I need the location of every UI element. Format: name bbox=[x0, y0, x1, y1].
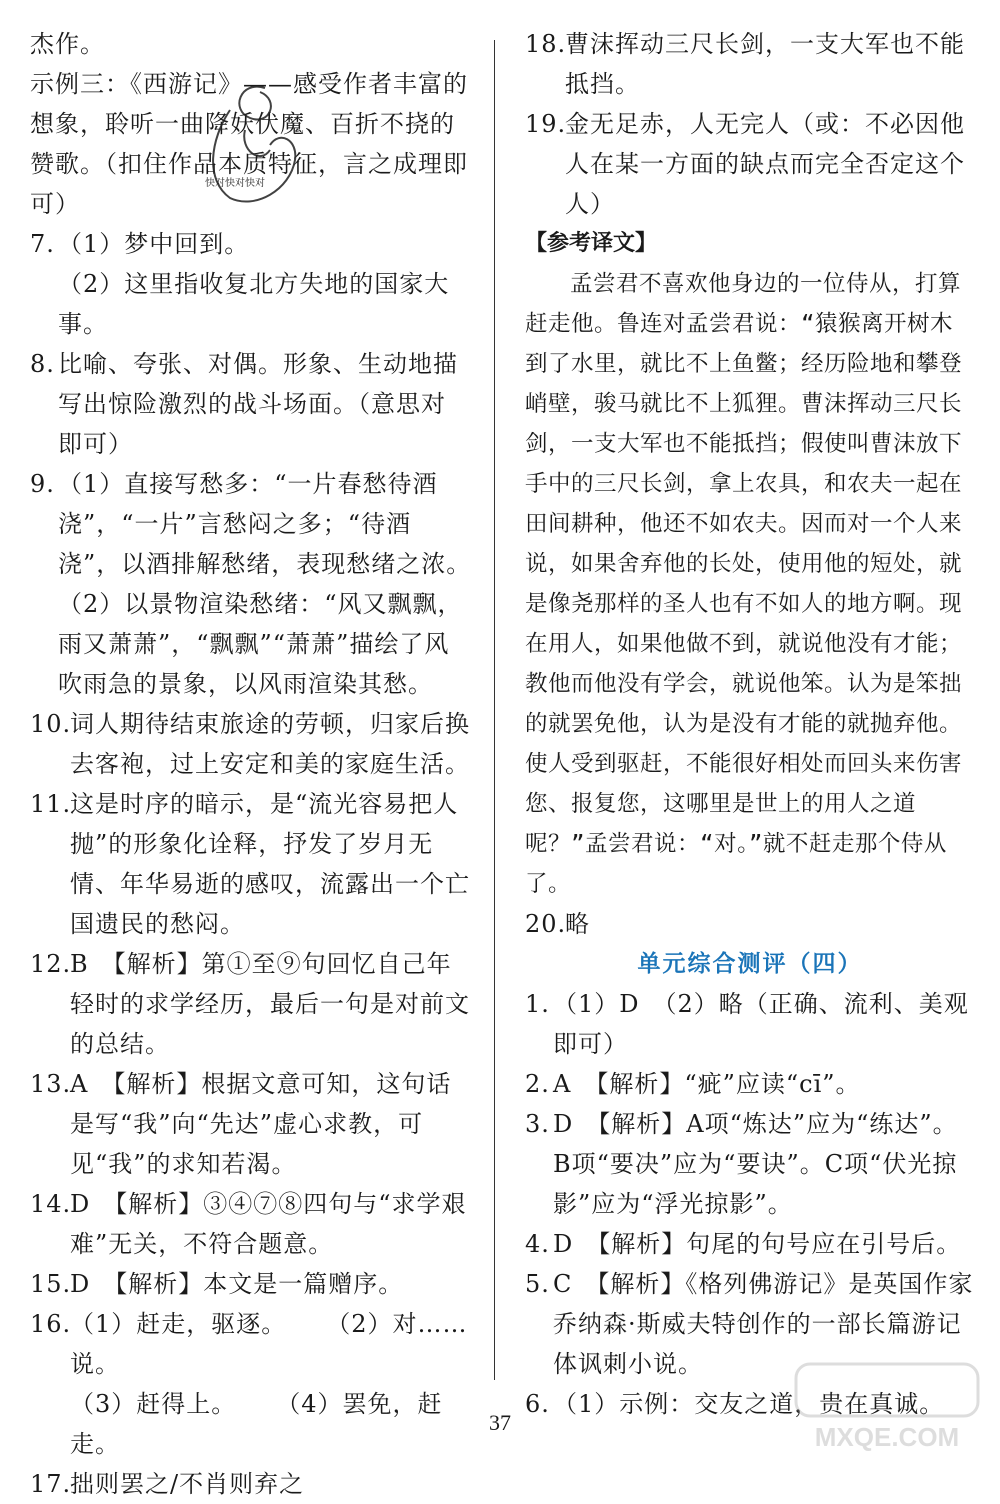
answer-text: 比喻、夸张、对偶。形象、生动地描写出惊险激烈的战斗场面。（意思对即可） bbox=[58, 350, 458, 458]
watermark-logo-icon bbox=[792, 1360, 982, 1452]
test-answer-2 bbox=[525, 1064, 975, 1104]
answer-7-part1: （1）梦中回到。 bbox=[58, 230, 250, 258]
answer-number: 10. bbox=[30, 710, 72, 738]
answer-number: 5. bbox=[525, 1270, 550, 1298]
pen-scribble-icon bbox=[170, 70, 320, 220]
answer-number: 3. bbox=[525, 1110, 550, 1138]
stamp-text: 快对快对快对 bbox=[205, 178, 265, 189]
example-three-text: 示例三：《西游记》——感受作者丰富的想象，聆听一曲降妖伏魔、百折不挠的赞歌。（扣住作品本质特征，言之成理即可） bbox=[30, 70, 468, 218]
answer-text: 曹沫挥动三尺长剑，一支大军也不能抵挡。 bbox=[565, 30, 965, 98]
answer-16-part1: （1）赶走，驱逐。 bbox=[70, 1310, 287, 1338]
answer-19 bbox=[525, 104, 975, 224]
answer-text: 词人期待结束旅途的劳顿，归家后换去客袍，过上安定和美的家庭生活。 bbox=[70, 710, 470, 778]
answer-number: 16. bbox=[30, 1310, 72, 1338]
answer-16-part2: （2）对……说。 bbox=[70, 1310, 468, 1378]
answer-number: 8. bbox=[30, 350, 55, 378]
answer-number: 2. bbox=[525, 1070, 550, 1098]
translation-heading: 【参考译文】 bbox=[525, 231, 658, 256]
answer-text: C 【解析】《格列佛游记》是英国作家乔纳森·斯威夫特创作的一部长篇游记体讽刺小说。 bbox=[553, 1270, 974, 1378]
answer-12 bbox=[30, 944, 470, 1064]
answer-number: 1. bbox=[525, 990, 550, 1018]
answer-text: （1）直接写愁多：“一片春愁待酒浇”，“一片”言愁闷之多；“待酒浇”，以酒排解愁绪，表现愁绪之浓。 （2）以景物渲染愁绪：“风又飘飘，雨又萧萧”，“飘飘”“萧萧”描绘了风吹雨急的景象，以风雨渲染其愁。 bbox=[58, 470, 485, 698]
answer-number: 12. bbox=[30, 950, 72, 978]
continuation-text: 杰作。 bbox=[30, 30, 105, 58]
test-answer-1 bbox=[525, 984, 975, 1064]
right-column bbox=[525, 24, 975, 1424]
answer-text: D 【解析】③④⑦⑧四句与“求学艰难”无关，不符合题意。 bbox=[70, 1190, 467, 1258]
answer-text: 金无足赤，人无完人（或：不必因他人在某一方面的缺点而完全否定这个人） bbox=[565, 110, 965, 218]
answer-text: （1）D （2）略（正确、流利、美观即可） bbox=[553, 990, 969, 1058]
section-title: 单元综合测评（四） bbox=[637, 951, 863, 977]
column-divider bbox=[494, 40, 495, 1380]
answer-16 bbox=[30, 1304, 470, 1464]
answer-16-part3: （3）赶得上。 bbox=[70, 1390, 237, 1418]
left-column bbox=[30, 24, 485, 1504]
answer-18 bbox=[525, 24, 975, 104]
answer-text: D 【解析】本文是一篇赠序。 bbox=[70, 1270, 404, 1298]
answer-number: 4. bbox=[525, 1230, 550, 1258]
answer-20 bbox=[525, 904, 975, 944]
answer-9 bbox=[30, 464, 485, 704]
answer-text: （1）示例：交友之道，贵在真诚。 bbox=[553, 1390, 945, 1418]
answer-7 bbox=[30, 224, 470, 344]
answer-13 bbox=[30, 1064, 470, 1184]
answer-number: 15. bbox=[30, 1270, 72, 1298]
answer-16-part4: （4）罢免，赶走。 bbox=[70, 1390, 443, 1458]
answer-text: 这是时序的暗示，是“流光容易把人抛”的形象化诠释，抒发了岁月无情、年华易逝的感叹，流露出一个亡国遗民的愁闷。 bbox=[70, 790, 470, 938]
answer-10 bbox=[30, 704, 470, 784]
answer-number: 6. bbox=[525, 1390, 550, 1418]
answer-14 bbox=[30, 1184, 470, 1264]
answer-text: A 【解析】“疵”应读“cī”。 bbox=[553, 1070, 861, 1098]
answer-number: 7. bbox=[30, 230, 55, 258]
answer-number: 9. bbox=[30, 470, 55, 498]
answer-number: 19. bbox=[525, 110, 567, 138]
answer-17 bbox=[30, 1464, 470, 1504]
answer-16-line1 bbox=[70, 1304, 470, 1384]
answer-text: B 【解析】第①至⑨句回忆自己年轻时的求学经历，最后一句是对前文的总结。 bbox=[70, 950, 470, 1058]
answer-15 bbox=[30, 1264, 470, 1304]
answer-text: 略 bbox=[565, 910, 590, 938]
answer-text: A 【解析】根据文意可知，这句话是写“我”向“先达”虚心求教，可见“我”的求知若渴。 bbox=[70, 1070, 452, 1178]
test-answer-3 bbox=[525, 1104, 975, 1224]
answer-number: 14. bbox=[30, 1190, 72, 1218]
answer-number: 20. bbox=[525, 910, 567, 938]
answer-text: 拙则罢之/不肖则弃之 bbox=[70, 1470, 305, 1498]
answer-number: 13. bbox=[30, 1070, 72, 1098]
answer-11 bbox=[30, 784, 470, 944]
answer-text: D 【解析】A项“炼达”应为“练达”。B项“要决”应为“要诀”。C项“伏光掠影”应为“浮光掠影”。 bbox=[553, 1110, 958, 1218]
answer-number: 18. bbox=[525, 30, 567, 58]
answer-number: 17. bbox=[30, 1470, 72, 1498]
watermark-text: MXQE.COM bbox=[814, 1422, 960, 1452]
test-answer-4 bbox=[525, 1224, 975, 1264]
answer-text: D 【解析】句尾的句号应在引号后。 bbox=[553, 1230, 962, 1258]
page-number: 37 bbox=[489, 1410, 511, 1435]
translation-text: 孟尝君不喜欢他身边的一位侍从，打算赶走他。鲁连对孟尝君说：“猿猴离开树木到了水里，就比不上鱼鳖；经历险地和攀登峭壁，骏马就比不上狐狸。曹沫挥动三尺长剑，一支大军也不能抵挡；假使叫曹沫放下手中的三尺长剑，拿上农具，和农夫一起在田间耕种，他还不如农夫。因而对一个人来说，如果舍弃他的长处，使用他的短处，就是像尧那样的圣人也有不如人的地方啊。现在用人，如果他做不到，就说他没有才能；教他而他没有学会，就说他笨。认为是笨拙的就罢免他，认为是没有才能的就抛弃他。使人受到驱赶，不能很好相处而回头来伤害您、报复您，这哪里是世上的用人之道呢？”孟尝君说：“对。”就不赶走那个侍从了。 bbox=[525, 271, 963, 897]
answer-number: 11. bbox=[30, 790, 72, 818]
answer-7-part2: （2）这里指收复北方失地的国家大事。 bbox=[58, 270, 450, 338]
answer-8 bbox=[30, 344, 470, 464]
